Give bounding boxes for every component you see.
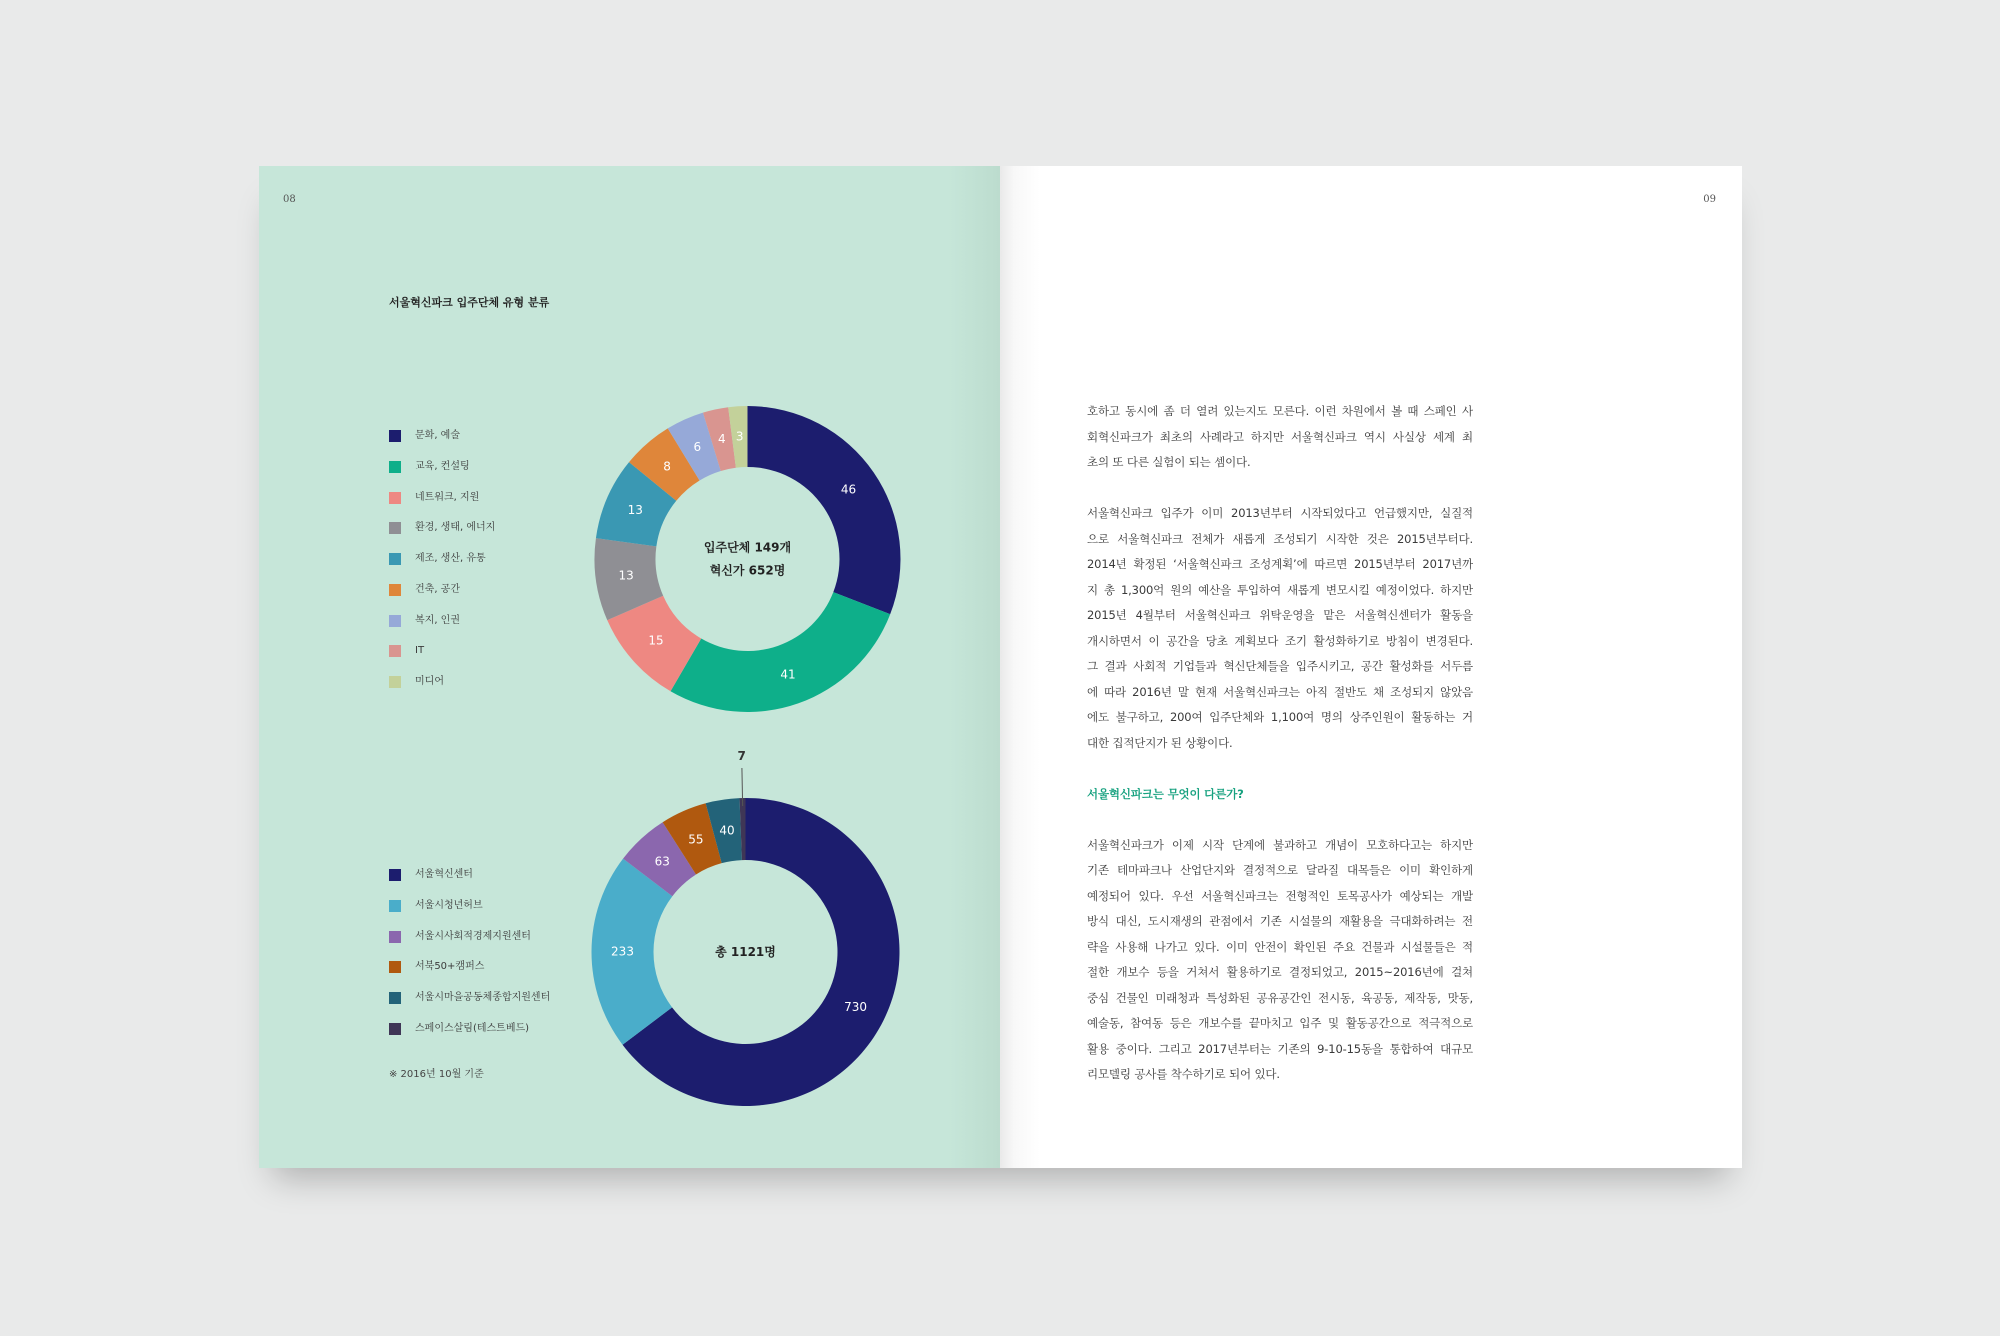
text-line: 에 따라 2016년 말 현재 서울혁신파크는 아직 절반도 채 조성되지 않았음 [1087,684,1473,699]
text-line: 회혁신파크가 최초의 사례라고 하지만 서울혁신파크 역시 사실상 세계 최 [1087,429,1473,444]
data-label: 40 [719,823,735,838]
legend-item [389,898,483,914]
legend-label: 환경, 생태, 에너지 [415,522,496,534]
legend-swatch [389,553,401,565]
legend-item [389,674,444,690]
donut-chart [591,749,899,1106]
text-line: 예정되어 있다. 우선 서울혁신파크는 전형적인 토목공사가 예상되는 개발 [1087,888,1473,903]
text-line: 서울혁신파크 입주가 이미 2013년부터 시작되었다고 언급했지만, 실질적 [1087,506,1473,520]
section-heading: 서울혁신파크는 무엇이 다른가? [1087,786,1244,801]
text-line: 2015년 4월부터 서울혁신파크 위탁운영을 맡은 서울혁신센터가 활동을 [1087,608,1473,622]
center-label: 입주단체 149개 [703,540,792,555]
legend-label: 복지, 인권 [415,614,460,626]
text-line: 중심 건물인 미래청과 특성화된 공유공간인 전시동, 육공동, 제작동, 맛동, [1087,990,1473,1005]
legend-item [389,459,470,475]
legend-swatch [389,430,401,442]
legend-label: 미디어 [415,676,444,687]
text-line: 그 결과 사회적 기업들과 혁신단체들을 입주시키고, 공간 활성화를 서두름 [1087,659,1473,673]
text-line: 개시하면서 이 공간을 당초 계획보다 조기 활성화하기로 방침이 변경된다. [1087,633,1473,648]
donut-segment [671,592,891,712]
legend-swatch [389,931,401,943]
legend-label: 스페이스살림(테스트베드) [415,1023,530,1034]
legend-label: IT [415,645,425,657]
text-line: 대한 집적단지가 된 상황이다. [1087,735,1233,750]
legend-item [389,929,531,945]
data-label: 8 [663,459,671,474]
paragraph [1087,501,1473,756]
legend-label: 건축, 공간 [415,583,460,595]
text-line: 2014년 확정된 ‘서울혁신파크 조성계획’에 따르면 2015년부터 2017년까 [1087,557,1473,571]
data-label: 55 [688,832,704,847]
legend-label: 서울혁신센터 [415,869,473,880]
text-line: 초의 또 다른 실험이 되는 셈이다. [1087,455,1251,469]
legend-label: 네트워크, 지원 [415,491,480,503]
data-label: 7 [737,749,746,764]
center-label: 혁신가 652명 [709,563,786,578]
legend-item [389,643,424,659]
legend-swatch [389,900,401,912]
page-number: 09 [1703,194,1716,205]
donut-segment [748,406,901,614]
text-line: 리모델링 공사를 착수하기로 되어 있다. [1087,1067,1280,1081]
legend-swatch [389,961,401,973]
legend-item [389,990,550,1006]
legend-swatch [389,645,401,657]
legend-label: 서울시사회적경제지원센터 [415,930,531,942]
data-label: 730 [844,999,868,1014]
legend-label: 서울시청년허브 [415,899,483,911]
text-line: 방식 대신, 도시재생의 관점에서 기존 시설물의 재활용을 극대화하려는 전 [1087,914,1473,928]
text-line: 으로 서울혁신파크 전체가 새롭게 조성되기 시작한 것은 2015년부터다. [1087,531,1473,546]
legend-swatch [389,522,401,534]
data-label: 4 [718,432,726,447]
text-line: 활용 중이다. 그리고 2017년부터는 기존의 9-10-15동을 통합하여 대규모 [1087,1041,1473,1056]
paragraph [1087,399,1473,476]
legend-swatch [389,676,401,688]
text-line: 서울혁신파크가 이제 시작 단계에 불과하고 개념이 모호하다고는 하지만 [1087,837,1473,852]
data-label: 13 [627,503,643,518]
chart-title: 서울혁신파크 입주단체 유형 분류 [389,296,550,309]
body-text [1087,399,1473,1113]
donut-chart [595,406,901,712]
data-label: 233 [611,944,634,959]
text-line: 절한 개보수 등을 거쳐서 활용하기로 결정되었고, 2015~2016년에 걸쳐 [1087,965,1473,979]
legend-label: 서북50+캠퍼스 [415,961,485,973]
legend-label: 교육, 컨설팅 [415,460,470,472]
legend-item [389,867,473,883]
legend-label: 문화, 예술 [415,430,460,441]
legend-item [389,428,460,444]
text-line: 예술동, 참여동 등은 개보수를 끝마치고 입주 및 활동공간으로 적극적으로 [1087,1016,1473,1030]
donut-charts [259,166,1000,1168]
text-line: 기존 테마파크나 산업단지와 결정적으로 달라질 대목들은 이미 확인하게 [1087,863,1473,877]
text-line: 지 총 1,300억 원의 예산을 투입하여 새롭게 변모시킬 예정이었다. 하지만 [1087,582,1473,597]
data-label: 15 [648,633,664,648]
text-line: 에도 불구하고, 200여 입주단체와 1,100여 명의 상주인원이 활동하는 거 [1087,710,1473,724]
right-page [1000,166,1742,1168]
left-page [259,166,1000,1168]
booklet-spread [259,166,1742,1168]
page-number: 08 [283,194,296,205]
legend-swatch [389,992,401,1004]
text-line: 호하고 동시에 좀 더 열려 있는지도 모른다. 이런 차원에서 볼 때 스페인 사 [1087,404,1473,418]
legend-label: 서울시마을공동체종합지원센터 [415,992,551,1004]
legend-swatch [389,492,401,504]
footnote: ※ 2016년 10월 기준 [389,1069,484,1080]
legend-item [389,613,460,629]
center-label: 총 1121명 [715,945,776,959]
legend-item [389,520,495,536]
data-label: 6 [693,440,702,455]
legend-item [389,551,486,567]
legend-swatch [389,461,401,473]
paragraph [1087,833,1473,1088]
text-line: 략을 사용해 나가고 있다. 이미 안전이 확인된 주요 건물과 시설물들은 적 [1087,939,1473,954]
data-label: 63 [654,854,670,869]
data-label: 46 [840,482,857,497]
legend-swatch [389,1023,401,1035]
legend-item [389,1021,529,1037]
legend-label: 제조, 생산, 유통 [415,553,486,564]
data-label: 3 [735,429,744,444]
legend-item [389,959,484,975]
legend-swatch [389,615,401,627]
legend-swatch [389,584,401,596]
data-label: 41 [780,667,796,682]
legend-item [389,490,479,506]
legend-swatch [389,869,401,881]
data-label: 13 [618,568,634,583]
legend-item [389,582,460,598]
